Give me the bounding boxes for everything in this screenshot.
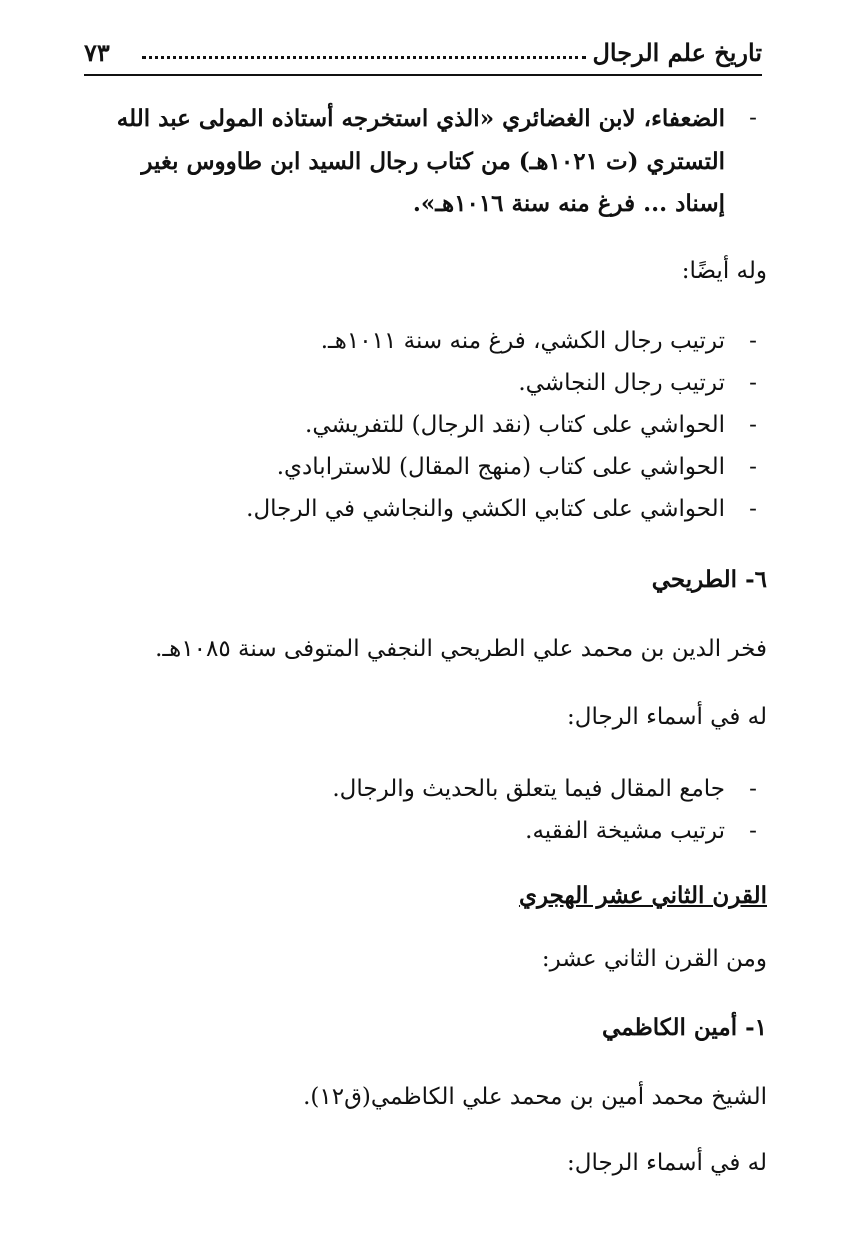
list-dash: - <box>749 105 757 131</box>
list-dash: - <box>749 370 757 396</box>
paragraph-line: إسناد ... فرغ منه سنة ١٠١٦هـ». <box>412 190 725 217</box>
paragraph-line: الضعفاء، لابن الغضائري «الذي استخرجه أستاذه المولى عبد الله <box>116 105 725 132</box>
list-dash: - <box>749 776 757 802</box>
works-heading: له في أسماء الرجال: <box>567 704 767 730</box>
works-heading: له في أسماء الرجال: <box>567 1150 767 1176</box>
running-title: تاريخ علم الرجال <box>592 38 762 67</box>
header-rule <box>84 74 762 76</box>
century-heading: القرن الثاني عشر الهجري <box>518 882 767 909</box>
paragraph-line: التستري (ت ١٠٢١هـ) من كتاب رجال السيد ابن طاووس بغير <box>141 148 725 175</box>
also-heading-row <box>682 258 767 284</box>
list-item-text: الحواشي على كتاب (منهج المقال) للاسترابادي. <box>276 454 725 480</box>
header-dot-leader <box>142 56 586 59</box>
century-intro: ومن القرن الثاني عشر: <box>541 946 767 972</box>
page-header <box>84 38 762 78</box>
list-item-text: ترتيب مشيخة الفقيه. <box>525 818 725 844</box>
section-heading: ١- أمين الكاظمي <box>602 1014 767 1041</box>
list-item-text: جامع المقال فيما يتعلق بالحديث والرجال. <box>332 776 725 802</box>
list-item-text: الحواشي على كتاب (نقد الرجال) للتفريشي. <box>305 412 725 438</box>
also-heading: وله أيضًا: <box>681 258 767 284</box>
list-dash: - <box>749 496 757 522</box>
list-item-text: الحواشي على كتابي الكشي والنجاشي في الرجال. <box>246 496 725 522</box>
list-item-text: ترتيب رجال الكشي، فرغ منه سنة ١٠١١هـ. <box>320 328 725 354</box>
list-dash: - <box>749 818 757 844</box>
bio-paragraph: الشيخ محمد أمين بن محمد علي الكاظمي(ق١٢). <box>303 1084 767 1110</box>
section-heading: ٦- الطريحي <box>651 566 767 593</box>
bio-paragraph: فخر الدين بن محمد علي الطريحي النجفي المتوفى سنة ١٠٨٥هـ. <box>155 636 767 662</box>
list-dash: - <box>749 328 757 354</box>
page-number: ٧٣ <box>84 38 110 67</box>
list-dash: - <box>749 412 757 438</box>
list-dash: - <box>749 454 757 480</box>
list-item-text: ترتيب رجال النجاشي. <box>518 370 725 396</box>
